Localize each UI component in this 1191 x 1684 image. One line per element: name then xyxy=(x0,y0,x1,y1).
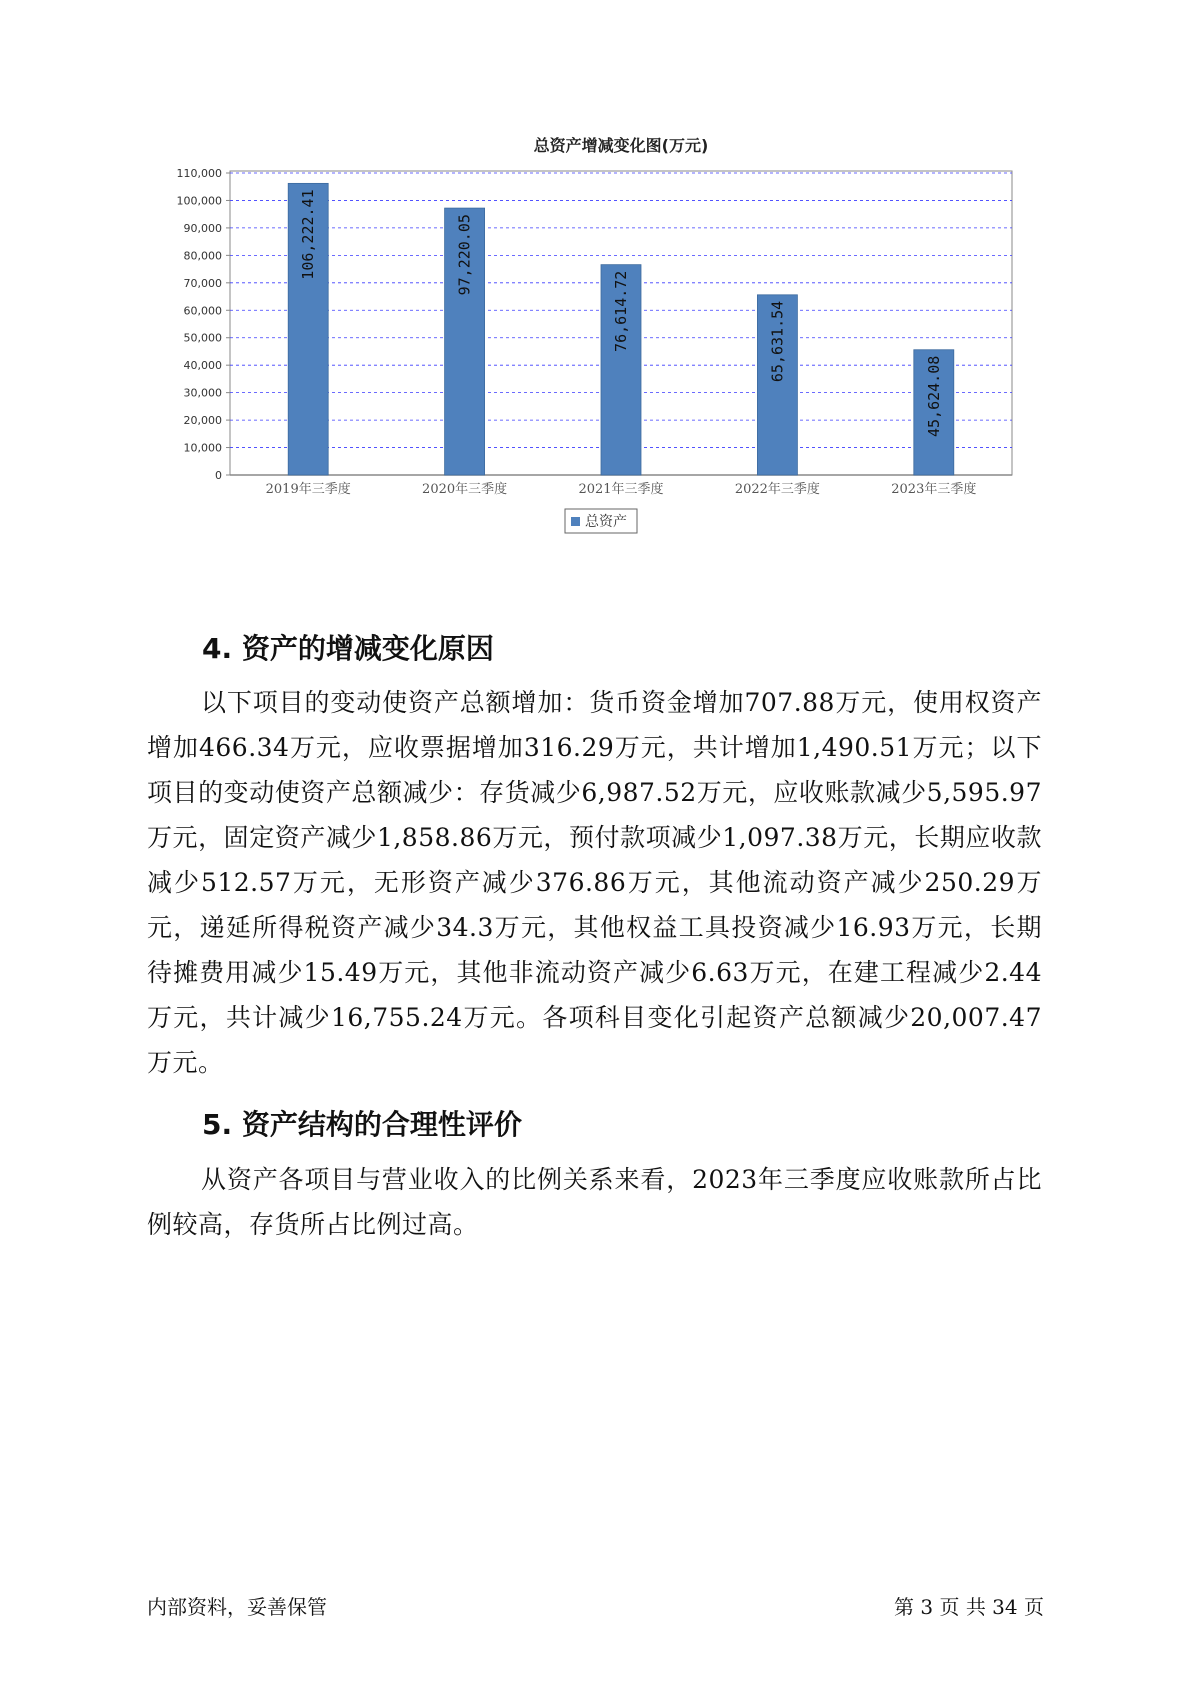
x-category-label: 2021年三季度 xyxy=(578,482,664,497)
y-tick-label: 80,000 xyxy=(183,249,222,263)
y-tick-label: 100,000 xyxy=(176,194,222,208)
y-tick-label: 0 xyxy=(215,469,222,482)
footer-page-number: 第 3 页 共 34 页 xyxy=(894,1595,1044,1619)
bar-data-label: 65,631.54 xyxy=(768,300,787,383)
section-heading-4: 4. 资产的增减变化原因 xyxy=(202,632,494,665)
y-tick-label: 70,000 xyxy=(183,276,222,290)
x-category-label: 2023年三季度 xyxy=(891,482,977,497)
legend-label: 总资产 xyxy=(585,514,627,530)
y-tick-label: 30,000 xyxy=(183,386,222,400)
y-tick-label: 10,000 xyxy=(183,441,222,455)
section-heading-5: 5. 资产结构的合理性评价 xyxy=(202,1108,522,1141)
y-tick-label: 40,000 xyxy=(183,359,222,373)
x-category-label: 2022年三季度 xyxy=(734,482,820,497)
chart-title: 总资产增减变化图(万元) xyxy=(533,136,709,155)
bar-data-label: 106,222.41 xyxy=(299,189,318,280)
bar-data-label: 76,614.72 xyxy=(612,270,630,352)
x-category-label: 2020年三季度 xyxy=(422,482,508,497)
y-tick-label: 50,000 xyxy=(183,331,222,345)
section-paragraph-5: 从资产各项目与营业收入的比例关系来看，2023年三季度应收账款所占比例较高，存货所占比例过高。 xyxy=(147,1165,1042,1239)
chart-svg xyxy=(150,135,1030,595)
x-category-label: 2019年三季度 xyxy=(265,482,351,497)
y-tick-label: 20,000 xyxy=(183,414,222,428)
y-tick-label: 90,000 xyxy=(183,221,222,235)
section-paragraph-4: 以下项目的变动使资产总额增加：货币资金增加707.88万元，使用权资产增加466.34万元，应收票据增加316.29万元，共计增加1,490.51万元；以下项目的变动使资产总额减少：存货减少6,987.52万元，应收账款减少5,595.97万元，固定资产减少1,858.86万元，预付款项减少1,097.38万元，长期应收款减少512.57万元，无形资产减少376.86万元，其他流动资产减少250.29万元，递延所得税资产减少34.3万元，其他权益工具投资减少16.93万元，长期待摊费用减少15.49万元，其他非流动资产减少6.63万元，在建工程减少2.44万元，共计减少16,755.24万元。各项科目变化引起资产总额减少20,007.47万元。 xyxy=(147,688,1042,1077)
footer-confidential-note: 内部资料，妥善保管 xyxy=(147,1595,327,1619)
legend-swatch xyxy=(571,517,580,526)
total-assets-chart xyxy=(150,135,1030,595)
bar-data-label: 97,220.05 xyxy=(455,214,474,296)
bar-data-label: 45,624.08 xyxy=(924,355,943,438)
y-tick-label: 60,000 xyxy=(183,304,222,318)
y-tick-label: 110,000 xyxy=(176,167,222,180)
